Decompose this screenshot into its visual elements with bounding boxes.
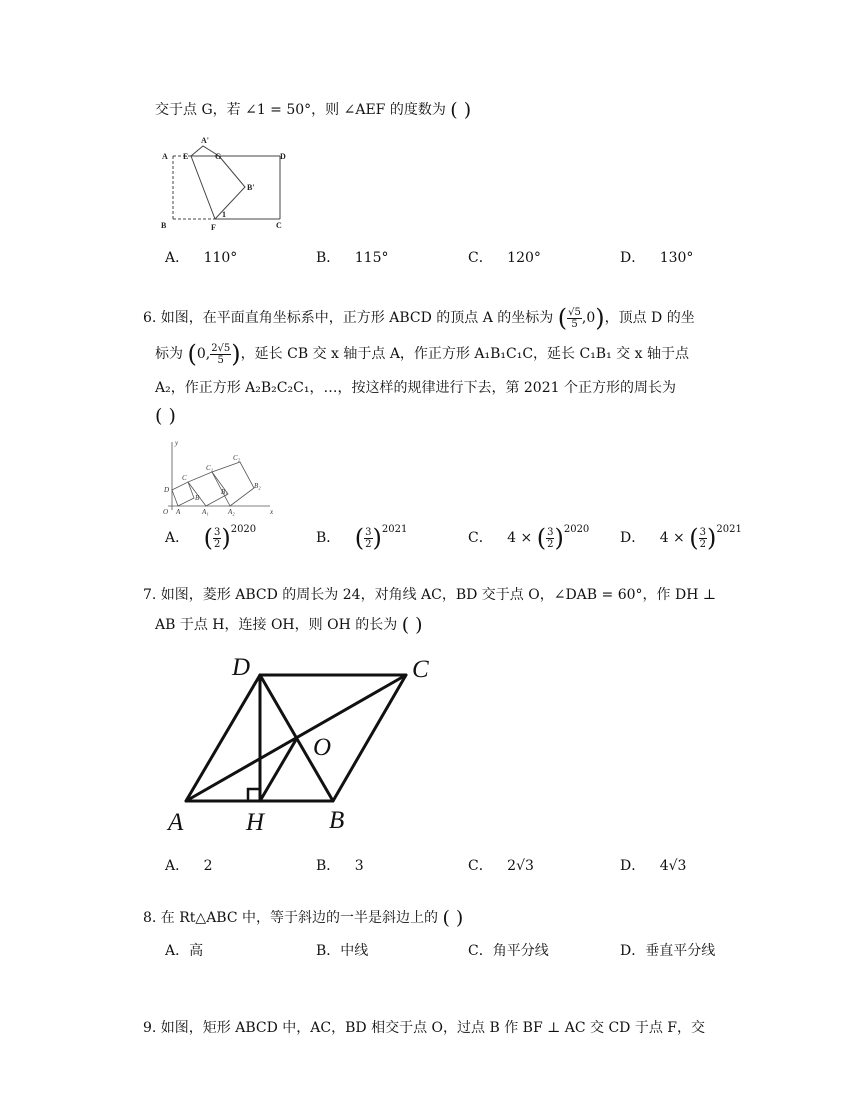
q7-label-a: A: [168, 809, 184, 836]
option-exponent: 2020: [563, 524, 590, 535]
q6-text-2b: ，延长 CB 交 x 轴于点 A，作正方形 A₁B₁C₁C，延长 C₁B₁ 交 x 轴于点: [240, 346, 689, 362]
q6-label-a2: A₂: [228, 508, 235, 516]
q7-line-2: [155, 615, 423, 635]
q6-line-1: [143, 305, 695, 331]
option-prefix: 4 ×: [659, 530, 685, 546]
option-text: 2: [203, 858, 213, 874]
option-letter: D．: [620, 858, 646, 874]
q5-answer-paren: ( ): [450, 99, 472, 121]
q9-text-1: 9. 如图，矩形 ABCD 中，AC，BD 相交于点 O，过点 B 作 BF ⊥ AC 交 CD 于点 F，交: [143, 1020, 705, 1036]
q7-option-b[interactable]: [316, 855, 364, 875]
q6-option-a[interactable]: [165, 524, 256, 552]
option-frac: [699, 527, 707, 550]
frac-den: 2: [547, 538, 554, 550]
paren-open: (: [536, 524, 547, 552]
q6-paren-open: (: [187, 340, 197, 368]
q5-option-a[interactable]: [165, 247, 237, 267]
q6-text-1b: ，顶点 D 的坐: [604, 310, 695, 326]
q5-figure: [155, 133, 295, 233]
q5-stem-text: 交于点 G，若 ∠1 = 50°，则 ∠AEF 的度数为: [155, 102, 446, 118]
q5-label-f: F: [211, 223, 216, 232]
q7-text-2: AB 于点 H，连接 OH，则 OH 的长为: [155, 617, 398, 633]
option-exponent: 2021: [716, 524, 742, 535]
q5-label-b-prime: B': [247, 183, 255, 192]
option-letter: D．: [620, 943, 646, 959]
q6-figure: [158, 438, 278, 516]
q7-label-o: O: [313, 734, 332, 761]
option-letter: A．: [165, 858, 190, 874]
q6-label-b2: B₂: [254, 482, 261, 490]
frac-num: 3: [699, 526, 706, 538]
q5-label-c: C: [276, 221, 282, 230]
option-prefix: 4 ×: [507, 530, 533, 546]
option-text: 115°: [354, 250, 389, 266]
q6-coordD-pre: 0,: [196, 346, 211, 362]
paren-close: ): [554, 524, 564, 552]
option-letter: D．: [620, 250, 646, 266]
paren-close: ): [221, 524, 231, 552]
q6-text-1a: 6. 如图，在平面直角坐标系中，正方形 ABCD 的顶点 A 的坐标为: [143, 310, 554, 326]
q8-answer-paren: ( ): [442, 907, 464, 929]
frac-den: 2: [365, 538, 372, 550]
option-letter: C．: [468, 858, 493, 874]
option-text: 高: [189, 943, 204, 959]
q6-coordD-frac: [210, 343, 231, 366]
q8-option-a[interactable]: [165, 940, 203, 960]
option-letter: A．: [165, 943, 190, 959]
option-text: 110°: [203, 250, 238, 266]
q7-option-d[interactable]: [620, 855, 686, 875]
q7-figure: [160, 645, 450, 845]
q6-option-b[interactable]: [316, 524, 407, 552]
option-text: 2√3: [507, 858, 534, 874]
option-letter: B．: [316, 250, 341, 266]
q6-label-c2: C₂: [233, 454, 241, 462]
option-letter: A．: [165, 250, 190, 266]
paren-open: (: [203, 524, 213, 552]
q6-label-a1: A₁: [202, 508, 209, 516]
q5-stem: [155, 100, 471, 120]
q5-option-d[interactable]: [620, 247, 693, 267]
q6-paren-open: (: [557, 304, 568, 332]
q6-coordA-frac: [567, 307, 582, 330]
q6-line-3: [155, 378, 676, 398]
frac-den: 2: [213, 538, 221, 550]
q7-fig-right-angle: [248, 789, 260, 801]
q6-option-c[interactable]: [468, 524, 589, 552]
frac-num: 3: [365, 526, 372, 538]
frac-den: 5: [571, 318, 578, 330]
q8-option-b[interactable]: [316, 940, 368, 960]
option-text: 角平分线: [492, 943, 549, 959]
option-text: 3: [354, 858, 364, 874]
q9-line-1: [143, 1018, 705, 1038]
q7-line-1: [143, 585, 716, 605]
q5-label-d: D: [280, 152, 286, 161]
option-letter: A．: [165, 530, 190, 546]
option-text: 130°: [659, 250, 694, 266]
q7-label-c: C: [412, 656, 429, 683]
q6-line-4: [155, 406, 176, 426]
q5-option-c[interactable]: [468, 247, 541, 267]
q6-answer-paren: ( ): [155, 405, 176, 427]
q6-paren-close: ): [595, 304, 605, 332]
q7-text-1: 7. 如图，菱形 ABCD 的周长为 24，对角线 AC，BD 交于点 O，∠DAB = 60°，作 DH ⊥: [143, 587, 717, 603]
option-text: 4√3: [659, 858, 687, 874]
frac-den: 5: [217, 354, 224, 366]
q5-option-b[interactable]: [316, 247, 388, 267]
q6-option-d[interactable]: [620, 524, 742, 552]
frac-den: 2: [699, 538, 706, 550]
paren-open: (: [354, 524, 365, 552]
q5-label-g: G: [215, 152, 222, 161]
option-letter: B．: [316, 530, 341, 546]
q7-label-b: B: [329, 807, 345, 834]
q6-label-c: C: [182, 474, 187, 482]
q6-label-x: x: [270, 508, 274, 516]
option-exponent: 2020: [230, 524, 257, 535]
option-letter: C．: [468, 530, 493, 546]
option-text: 垂直平分线: [645, 943, 716, 959]
q5-fig-folded-edge: [215, 156, 245, 219]
q5-label-b: B: [161, 221, 167, 230]
q6-label-o: O: [163, 508, 169, 516]
q8-text-1: 8. 在 Rt△ABC 中，等于斜边的一半是斜边上的: [143, 910, 439, 926]
q7-label-d: D: [232, 654, 251, 681]
frac-num: 2√5: [211, 342, 231, 354]
q6-text-2a: 标为: [155, 346, 183, 362]
option-letter: B．: [316, 858, 341, 874]
q5-label-e: E: [183, 152, 189, 161]
q7-label-h: H: [246, 809, 265, 836]
q6-coordA-rest: ,0: [581, 310, 596, 326]
paren-close: ): [706, 524, 717, 552]
q8-option-d[interactable]: [620, 940, 715, 960]
paren-close: ): [372, 524, 382, 552]
q5-label-a-prime: A': [201, 136, 209, 145]
option-letter: C．: [468, 943, 493, 959]
q6-label-c1: C₁: [206, 464, 214, 472]
option-exponent: 2021: [381, 524, 408, 535]
q6-paren-close: ): [231, 340, 241, 368]
q6-label-y: y: [175, 439, 179, 447]
option-text: 中线: [340, 943, 369, 959]
paren-open: (: [689, 524, 699, 552]
q6-line-2: [155, 341, 689, 367]
frac-num: 3: [547, 526, 554, 538]
q6-label-b1: B₁: [221, 488, 228, 496]
q6-label-a: A: [176, 508, 181, 516]
q7-answer-paren: ( ): [401, 614, 423, 636]
q7-option-c[interactable]: [468, 855, 534, 875]
q8-option-c[interactable]: [468, 940, 549, 960]
q5-label-angle-1: 1: [222, 210, 226, 219]
q6-label-d: D: [164, 486, 170, 494]
option-letter: B．: [316, 943, 341, 959]
q6-label-b: B: [195, 494, 200, 502]
q5-fig-line-ef: [191, 156, 215, 219]
frac-num: 3: [213, 526, 221, 538]
frac-num: √5: [568, 306, 581, 318]
q8-line-1: [143, 908, 463, 928]
option-frac: [364, 527, 372, 550]
q7-option-a[interactable]: [165, 855, 213, 875]
q5-label-a: A: [162, 152, 168, 161]
option-letter: C．: [468, 250, 493, 266]
q6-text-3: A₂，作正方形 A₂B₂C₂C₁，…，按这样的规律进行下去，第 2021 个正方形的周长为: [155, 380, 676, 396]
option-text: 120°: [507, 250, 541, 266]
option-letter: D．: [620, 530, 646, 546]
